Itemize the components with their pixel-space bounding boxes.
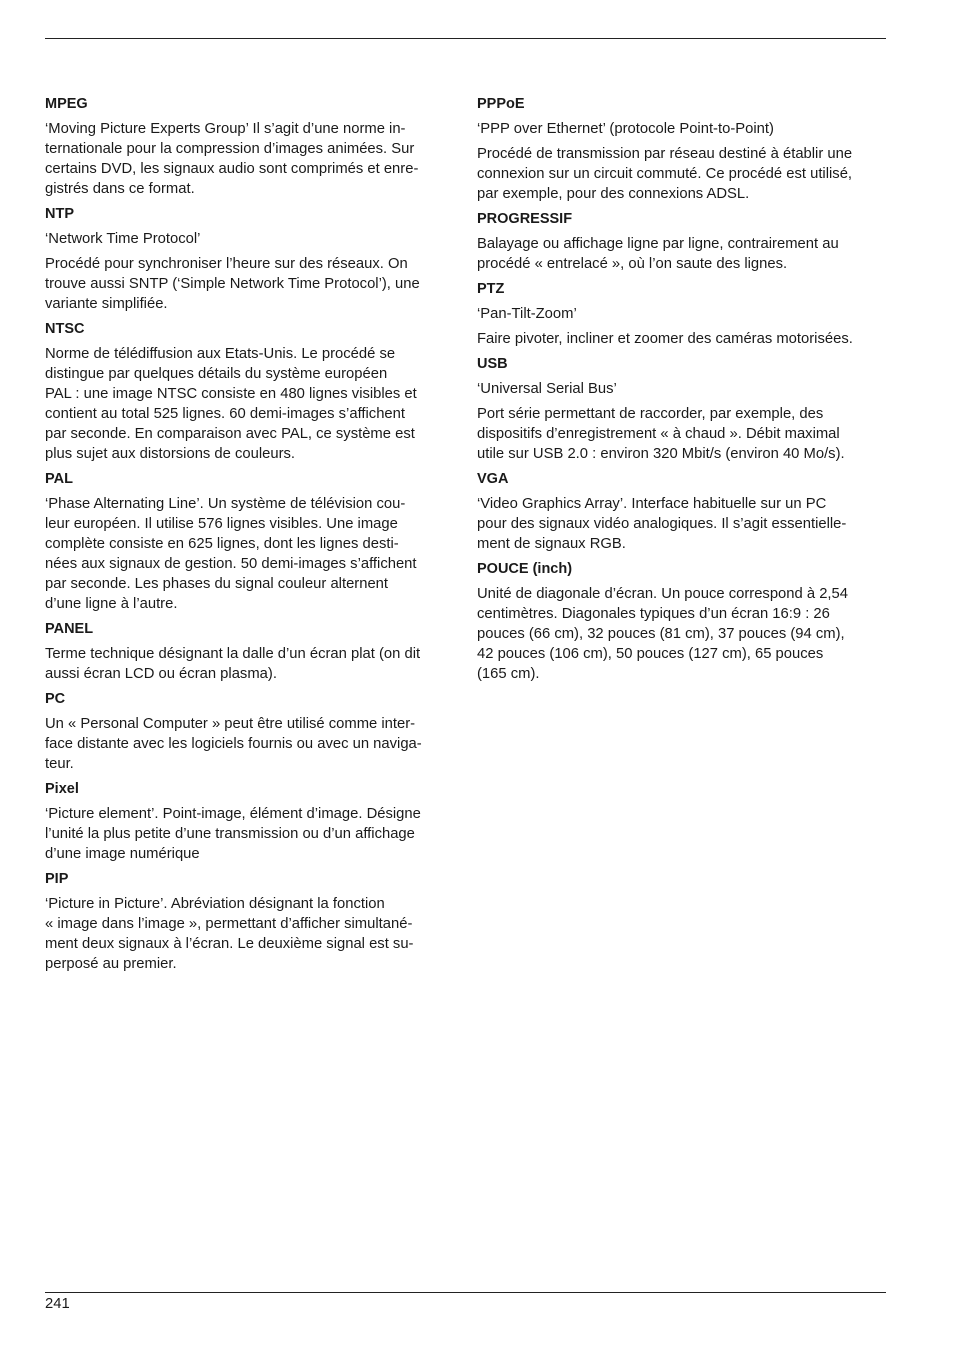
- definition-line: pouces (66 cm), 32 pouces (81 cm), 37 pouces (94 cm),: [477, 626, 845, 642]
- glossary-term: NTSC: [45, 321, 85, 337]
- definition-line: distingue par quelques détails du système européen: [45, 366, 388, 382]
- definition-line: Unité de diagonale d’écran. Un pouce correspond à 2,54: [477, 586, 848, 602]
- glossary-definition: [45, 494, 455, 614]
- definition-line: centimètres. Diagonales typiques d’un écran 16:9 : 26: [477, 606, 830, 622]
- glossary-left-column: [45, 94, 455, 979]
- glossary-entry-pip: [45, 869, 455, 974]
- header-rule: [45, 38, 886, 39]
- glossary-entry-ntsc: [45, 319, 455, 464]
- glossary-definition: [477, 234, 887, 274]
- definition-line: ‘Video Graphics Array’. Interface habituelle sur un PC: [477, 496, 827, 512]
- definition-line: aussi écran LCD ou écran plasma).: [45, 666, 277, 682]
- definition-line: Port série permettant de raccorder, par exemple, des: [477, 406, 824, 422]
- glossary-entry-ptz: [477, 279, 887, 349]
- glossary-definition: [45, 229, 455, 249]
- footer-rule: [45, 1292, 886, 1293]
- definition-line: ‘Universal Serial Bus’: [477, 381, 617, 397]
- definition-line: variante simplifiée.: [45, 296, 168, 312]
- definition-line: ‘PPP over Ethernet’ (protocole Point-to-Point): [477, 121, 774, 137]
- definition-line: ternationale pour la compression d’images animées. Sur: [45, 141, 415, 157]
- glossary-entry-ntp: [45, 204, 455, 314]
- page-number: 241: [45, 1296, 70, 1312]
- glossary-term: Pixel: [45, 781, 79, 797]
- definition-line: certains DVD, les signaux audio sont comprimés et enre-: [45, 161, 419, 177]
- definition-line: nées aux signaux de gestion. 50 demi-images s’affichent: [45, 556, 417, 572]
- definition-line: ‘Phase Alternating Line’. Un système de télévision cou-: [45, 496, 406, 512]
- definition-line: ‘Picture in Picture’. Abréviation désignant la fonction: [45, 896, 385, 912]
- definition-line: ment deux signaux à l’écran. Le deuxième signal est su-: [45, 936, 414, 952]
- glossary-definition: [45, 804, 455, 864]
- definition-line: (165 cm).: [477, 666, 540, 682]
- glossary-term: NTP: [45, 206, 74, 222]
- definition-line: « image dans l’image », permettant d’afficher simultané-: [45, 916, 413, 932]
- glossary-term: MPEG: [45, 96, 88, 112]
- glossary-entry-pal: [45, 469, 455, 614]
- glossary-definition: [45, 119, 455, 199]
- glossary-term: PPPoE: [477, 96, 525, 112]
- glossary-definition: [477, 144, 887, 204]
- glossary-entry-vga: [477, 469, 887, 554]
- definition-line: contient au total 525 lignes. 60 demi-images s’affichent: [45, 406, 406, 422]
- glossary-definition: [477, 329, 887, 349]
- definition-line: ‘Pan-Tilt-Zoom’: [477, 306, 577, 322]
- definition-line: par seconde. En comparaison avec PAL, ce système est: [45, 426, 415, 442]
- glossary-definition: [477, 119, 887, 139]
- definition-line: Un « Personal Computer » peut être utilisé comme inter-: [45, 716, 416, 732]
- definition-line: procédé « entrelacé », où l’on saute des lignes.: [477, 256, 788, 272]
- definition-line: leur européen. Il utilise 576 lignes visibles. Une image: [45, 516, 398, 532]
- glossary-entry-pc: [45, 689, 455, 774]
- glossary-definition: [45, 344, 455, 464]
- definition-line: pour des signaux vidéo analogiques. Il s’agit essentielle-: [477, 516, 847, 532]
- definition-line: 42 pouces (106 cm), 50 pouces (127 cm), 65 pouces: [477, 646, 824, 662]
- definition-line: ‘Network Time Protocol’: [45, 231, 201, 247]
- glossary-definition: [45, 714, 455, 774]
- definition-line: Procédé de transmission par réseau destiné à établir une: [477, 146, 853, 162]
- glossary-entry-pixel: [45, 779, 455, 864]
- definition-line: d’une ligne à l’autre.: [45, 596, 178, 612]
- glossary-definition: [477, 494, 887, 554]
- definition-line: PAL : une image NTSC consiste en 480 lignes visibles et: [45, 386, 417, 402]
- definition-line: Norme de télédiffusion aux Etats-Unis. Le procédé se: [45, 346, 396, 362]
- definition-line: ‘Picture element’. Point-image, élément d’image. Désigne: [45, 806, 421, 822]
- glossary-definition: [45, 254, 455, 314]
- glossary-entry-pouce-inch: [477, 559, 887, 684]
- glossary-definition: [45, 894, 455, 974]
- definition-line: connexion sur un circuit commuté. Ce procédé est utilisé,: [477, 166, 853, 182]
- definition-line: Balayage ou affichage ligne par ligne, contrairement au: [477, 236, 839, 252]
- glossary-term: VGA: [477, 471, 509, 487]
- definition-line: teur.: [45, 756, 74, 772]
- definition-line: complète consiste en 625 lignes, dont les lignes desti-: [45, 536, 399, 552]
- definition-line: utile sur USB 2.0 : environ 320 Mbit/s (environ 40 Mo/s).: [477, 446, 845, 462]
- glossary-definition: [477, 404, 887, 464]
- glossary-entry-pppoe: [477, 94, 887, 204]
- definition-line: Terme technique désignant la dalle d’un écran plat (on dit: [45, 646, 421, 662]
- glossary-term: POUCE (inch): [477, 561, 573, 577]
- definition-line: plus sujet aux distorsions de couleurs.: [45, 446, 296, 462]
- definition-line: par exemple, pour des connexions ADSL.: [477, 186, 750, 202]
- definition-line: ment de signaux RGB.: [477, 536, 626, 552]
- glossary-term: PROGRESSIF: [477, 211, 573, 227]
- definition-line: trouve aussi SNTP (‘Simple Network Time Protocol’), une: [45, 276, 420, 292]
- glossary-definition: [477, 584, 887, 684]
- glossary-entry-usb: [477, 354, 887, 464]
- definition-line: face distante avec les logiciels fournis ou avec un naviga-: [45, 736, 422, 752]
- glossary-right-column: [477, 94, 887, 689]
- definition-line: perposé au premier.: [45, 956, 177, 972]
- definition-line: ‘Moving Picture Experts Group’ Il s’agit d’une norme in-: [45, 121, 406, 137]
- glossary-term: USB: [477, 356, 508, 372]
- definition-line: l’unité la plus petite d’une transmission ou d’un affichage: [45, 826, 415, 842]
- glossary-term: PTZ: [477, 281, 505, 297]
- glossary-term: PANEL: [45, 621, 94, 637]
- definition-line: gistrés dans ce format.: [45, 181, 195, 197]
- definition-line: par seconde. Les phases du signal couleur alternent: [45, 576, 389, 592]
- glossary-term: PAL: [45, 471, 73, 487]
- glossary-definition: [477, 379, 887, 399]
- definition-line: Procédé pour synchroniser l’heure sur des réseaux. On: [45, 256, 408, 272]
- definition-line: dispositifs d’enregistrement « à chaud ». Débit maximal: [477, 426, 840, 442]
- definition-line: d’une image numérique: [45, 846, 200, 862]
- glossary-entry-mpeg: [45, 94, 455, 199]
- glossary-entry-panel: [45, 619, 455, 684]
- glossary-entry-progressif: [477, 209, 887, 274]
- definition-line: Faire pivoter, incliner et zoomer des caméras motorisées.: [477, 331, 853, 347]
- glossary-definition: [45, 644, 455, 684]
- glossary-term: PC: [45, 691, 66, 707]
- glossary-term: PIP: [45, 871, 69, 887]
- glossary-definition: [477, 304, 887, 324]
